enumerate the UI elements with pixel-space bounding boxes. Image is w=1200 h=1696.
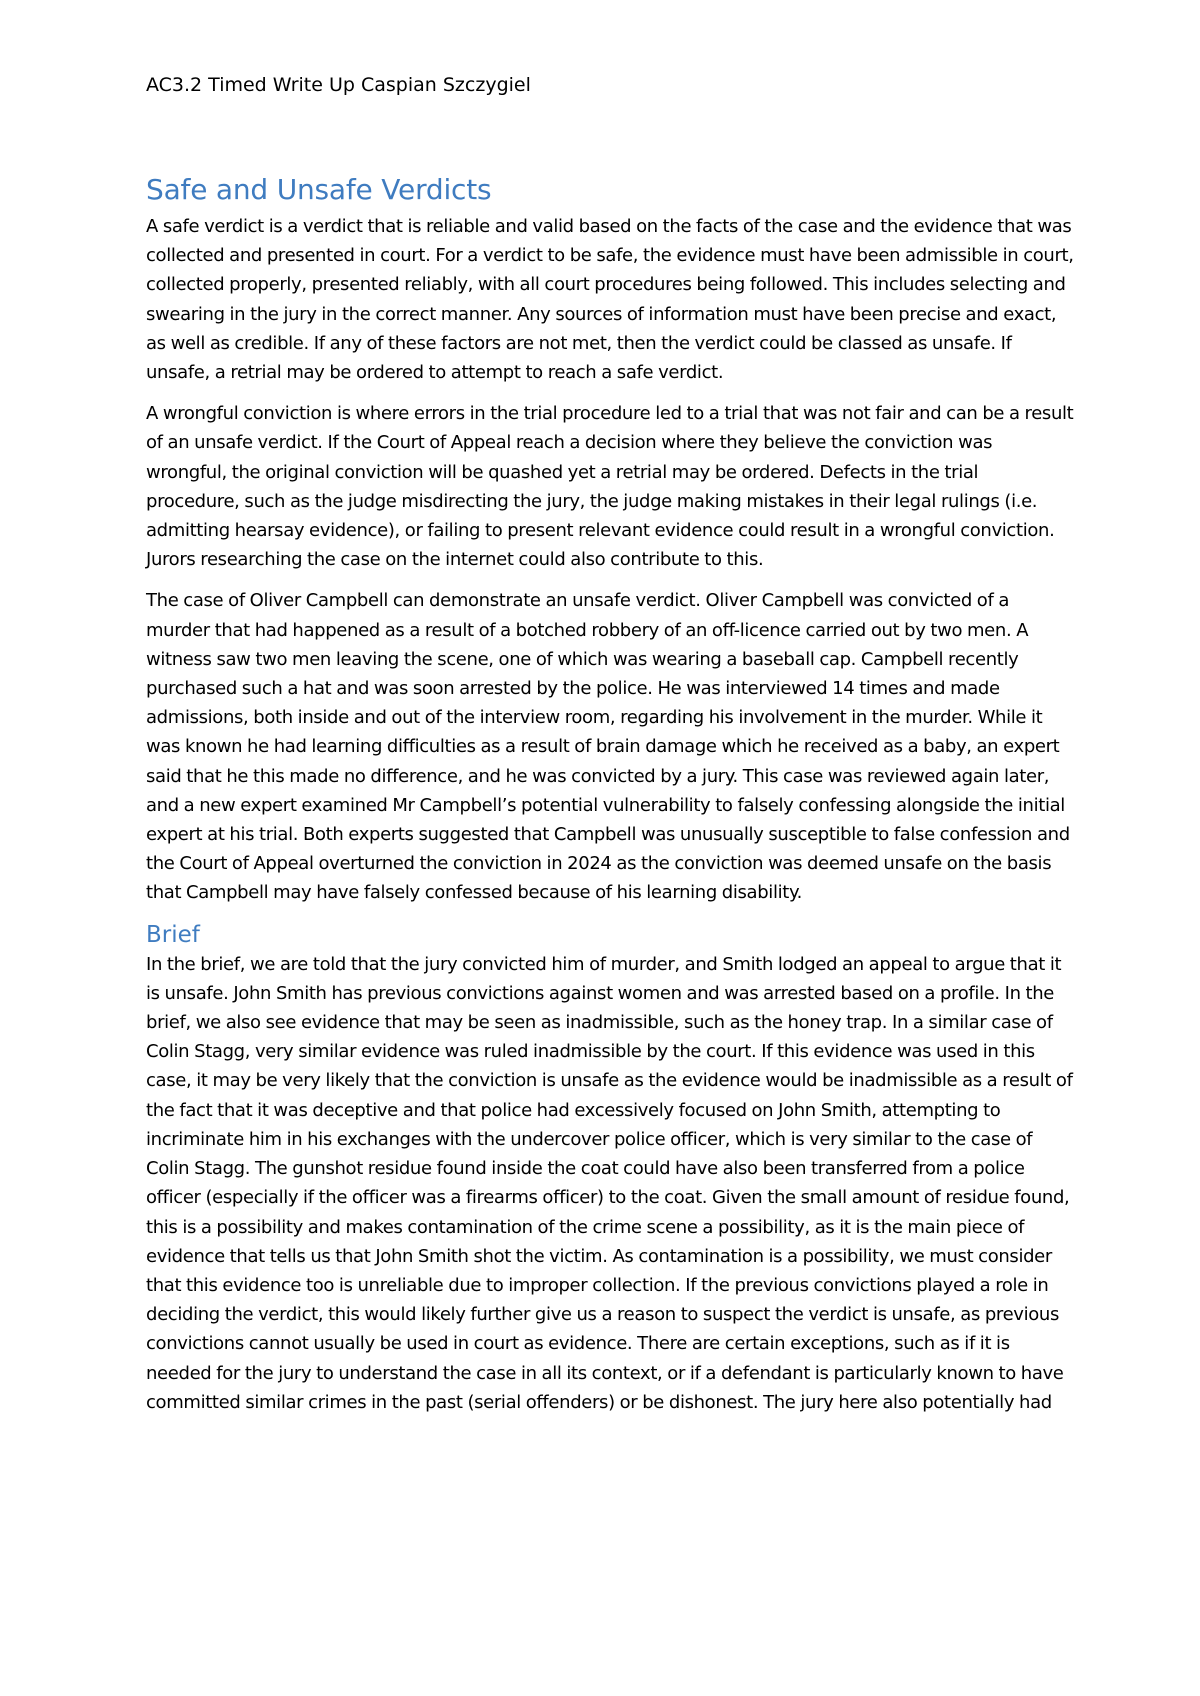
document-body: [146, 170, 1076, 1417]
brief-heading: Brief: [146, 921, 200, 948]
paragraph-oliver-campbell-case: The case of Oliver Campbell can demonstrate an unsafe verdict. Oliver Campbell was convicted of a murder that had happened as a result of a botched robbery of an off-licence carried out by two men. A witness saw two men leaving the scene, one of which was wearing a baseball cap. Campbell recently purchased such a hat and was soon arrested by the police. He was interviewed 14 times and made admissions, both inside and out of the interview room, regarding his involvement in the murder. While it was known he had learning difficulties as a result of brain damage which he received as a baby, an expert said that he this made no difference, and he was convicted by a jury. This case was reviewed again later, and a new expert examined Mr Campbell’s potential vulnerability to falsely confessing alongside the initial expert at his trial. Both experts suggested that Campbell was unusually susceptible to false confession and the Court of Appeal overturned the conviction in 2024 as the conviction was deemed unsafe on the basis that Campbell may have falsely confessed because of his learning disability.: [146, 590, 1070, 904]
section-title: Safe and Unsafe Verdicts: [146, 173, 492, 206]
document-header: AC3.2 Timed Write Up Caspian Szczygiel: [146, 74, 531, 96]
paragraph-safe-verdict: A safe verdict is a verdict that is reliable and valid based on the facts of the case and the evidence that was collected and presented in court. For a verdict to be safe, the evidence must have been admissible in court, collected properly, presented reliably, with all court procedures being followed. This includes selecting and swearing in the jury in the correct manner. Any sources of information must have been precise and exact, as well as credible. If any of these factors are not met, then the verdict could be classed as unsafe. If unsafe, a retrial may be ordered to attempt to reach a safe verdict.: [146, 216, 1074, 384]
paragraph-brief: In the brief, we are told that the jury convicted him of murder, and Smith lodged an appeal to argue that it is unsafe. John Smith has previous convictions against women and was arrested based on a profile. In the brief, we also see evidence that may be seen as inadmissible, such as the honey trap. In a similar case of Colin Stagg, very similar evidence was ruled inadmissible by the court. If this evidence was used in this case, it may be very likely that the conviction is unsafe as the evidence would be inadmissible as a result of the fact that it was deceptive and that police had excessively focused on John Smith, attempting to incriminate him in his exchanges with the undercover police officer, which is very similar to the case of Colin Stagg. The gunshot residue found inside the coat could have also been transferred from a police officer (especially if the officer was a firearms officer) to the coat. Given the small amount of residue found, this is a possibility and makes contamination of the crime scene a possibility, as it is the main piece of evidence that tells us that John Smith shot the victim. As contamination is a possibility, we must consider that this evidence too is unreliable due to improper collection. If the previous convictions played a role in deciding the verdict, this would likely further give us a reason to suspect the verdict is unsafe, as previous convictions cannot usually be used in court as evidence. There are certain exceptions, such as if it is needed for the jury to understand the case in all its context, or if a defendant is particularly known to have committed similar crimes in the past (serial offenders) or be dishonest. The jury here also potentially had: [146, 953, 1073, 1413]
paragraph-wrongful-conviction: A wrongful conviction is where errors in the trial procedure led to a trial that was not fair and can be a result of an unsafe verdict. If the Court of Appeal reach a decision where they believe the conviction was wrongful, the original conviction will be quashed yet a retrial may be ordered. Defects in the trial procedure, such as the judge misdirecting the jury, the judge making mistakes in their legal rulings (i.e. admitting hearsay evidence), or failing to present relevant evidence could result in a wrongful conviction. Jurors researching the case on the internet could also contribute to this.: [146, 403, 1074, 571]
